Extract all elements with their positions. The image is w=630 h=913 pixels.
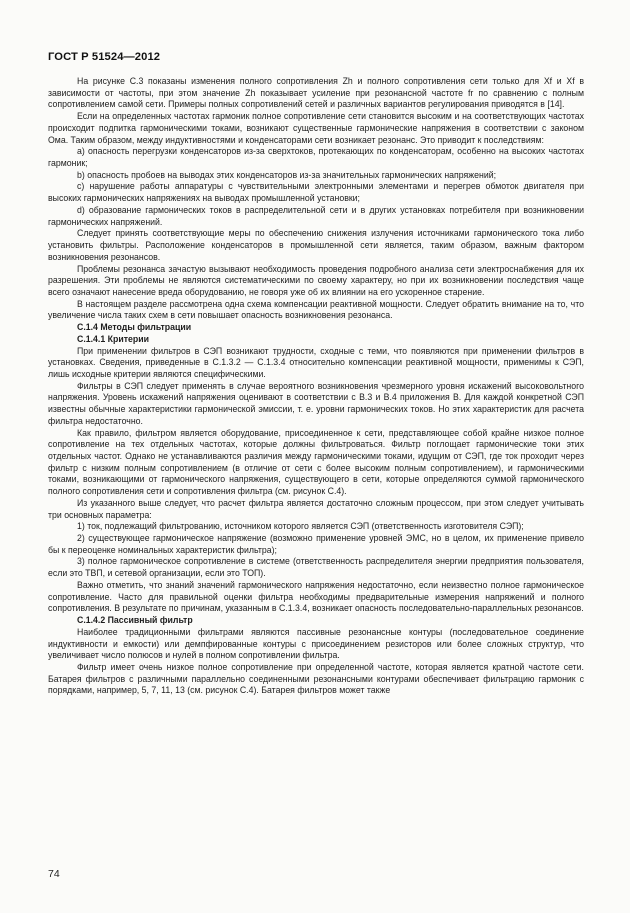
page-number: 74 (48, 868, 60, 880)
paragraph: Фильтр имеет очень низкое полное сопротивление при определенной частоте, которая является кратной частоте сети. Батарея фильтров с различными параллельно соединенными резонансными контурами обеспечивает фильтрацию гармоник с порядками, например, 5, 7, 11, 13 (см. рисунок С.4). Батарея фильтров может также (48, 661, 584, 696)
paragraph: Наиболее традиционными фильтрами являются пассивные резонансные контуры (последовательное соединение индуктивности и емкости) или демпфированные контуры с присоединением резисторов или более сложных структур, что увеличивает число полюсов и нулей в полном сопротивлении фильтра. (48, 626, 584, 661)
document-body (48, 76, 584, 697)
paragraph: На рисунке С.3 показаны изменения полного сопротивления Zh и полного сопротивления сети только для Xf и Xf в зависимости от частоты, при этом значение Zh показывает усиление при резонансной частоте fr по сравнению с полным сопротивлением самой сети. Примеры полных сопротивлений сетей и различных вариантов регулирования приводятся в [14]. (48, 76, 584, 110)
list-item: a) опасность перегрузки конденсаторов из-за сверхтоков, протекающих по конденсаторам, особенно на высоких частотах гармоник; (48, 146, 584, 169)
paragraph: При применении фильтров в СЭП возникают трудности, сходные с теми, что появляются при применении фильтров в установках. Сведения, приведенные в С.1.3.2 — С.1.3.4 относительно компенсации реактивной мощности, применимы к СЭП, лишь исходные критерии являются специфическими. (48, 345, 584, 379)
list-item: b) опасность пробоев на выводах этих конденсаторов из-за значительных гармонических напряжений; (77, 169, 497, 180)
paragraph: Проблемы резонанса зачастую вызывают необходимость проведения подробного анализа сети электроснабжения для их разрешения. Эти проблемы не являются систематическими по своему характеру, но при их возникновении последствия чаще всего означают нанесение вреда оборудованию, не говоря уже об их влиянии на его ускоренное старение. (48, 263, 584, 297)
list-item: 1) ток, подлежащий фильтрованию, источником которого является СЭП (ответственность изготовителя СЭП); (77, 521, 524, 532)
subsection-heading: С.1.4.1 Критерии (77, 333, 149, 344)
list-item: d) образование гармонических токов в распределительной сети и в других установках потребителя при возникновении гармонических напряжений. (48, 204, 584, 227)
list-item: c) нарушение работы аппаратуры с чувствительными электронными элементами и перегрев обмоток двигателя при высоких гармонических напряжениях на выводах промышленной установки; (48, 181, 584, 204)
paragraph: В настоящем разделе рассмотрена одна схема компенсации реактивной мощности. Следует обратить внимание на то, что увеличение числа таких схем в сети повышает опасность возникновения резонанса. (48, 298, 584, 321)
list-item: 3) полное гармоническое сопротивление в системе (ответственность распределителя энергии предприятия пользователя, если это ТВП, и сетевой организации, если это ТОП). (48, 556, 584, 579)
document-header: ГОСТ Р 51524—2012 (48, 51, 161, 63)
section-heading: С.1.4 Методы фильтрации (77, 322, 192, 333)
paragraph: Фильтры в СЭП следует применять в случае вероятного возникновения чрезмерного уровня искажений высоковольтного напряжения. Уровень искажений напряжения оценивают в соответствии с В.3 и В.4 приложения В. Для каждой конкретной СЭП известны обычные характеристики гармонической эмиссии, т. е. уровни гармонических токов. Но этих характеристик для расчета фильтра недостаточно. (48, 380, 584, 426)
paragraph: Из указанного выше следует, что расчет фильтра является достаточно сложным процессом, при этом следует учитывать три основных параметра: (48, 497, 584, 520)
paragraph: Следует принять соответствующие меры по обеспечению снижения излучения источниками гармонического тока либо установить фильтры. Расположение конденсаторов в промышленной сети является, таким образом, важным фактором возникновения резонансов. (48, 228, 584, 262)
subsection-heading: С.1.4.2 Пассивный фильтр (77, 615, 193, 626)
paragraph: Как правило, фильтром является оборудование, присоединенное к сети, представляющее собой крайне низкое полное сопротивление на тех отдельных частотах, которые должны фильтроваться. Фильтр поглощает гармонические токи этих отдельных частот. Однако не устанавливаются различия между гармоническими токами, идущим от СЭП, где ток проходит через фильтр с низким полным сопротивлением (в отличие от сети с более высоким полным сопротивлением), и гармоническими токами, возникающими от гармонического напряжения, существующего в сети, которые определяются суммой гармонического полного сопротивления сети и сопротивления фильтра (см. рисунок С.4). (48, 427, 584, 497)
paragraph: Важно отметить, что знаний значений гармонического напряжения недостаточно, если неизвестно полное гармоническое сопротивление. Часто для правильной оценки фильтра необходимы предварительные измерения напряжений и полного сопротивления. В результате по причинам, указанным в С.1.3.4, возникает опасность последовательно-параллельных резонансов. (48, 579, 584, 614)
list-item: 2) существующее гармоническое напряжение (возможно применение уровней ЭМС, но в целом, их применение привело бы к переоценке номинальных характеристик фильтра); (48, 533, 584, 555)
paragraph: Если на определенных частотах гармоник полное сопротивление сети становится высоким и на соответствующих частотах происходит подпитка гармоническими токами, возникают существенные гармонические напряжения в соответствии с законом Ома. Таким образом, между индуктивностями и конденсаторами сети возникает резонанс. Это приводит к последствиям: (48, 111, 584, 145)
